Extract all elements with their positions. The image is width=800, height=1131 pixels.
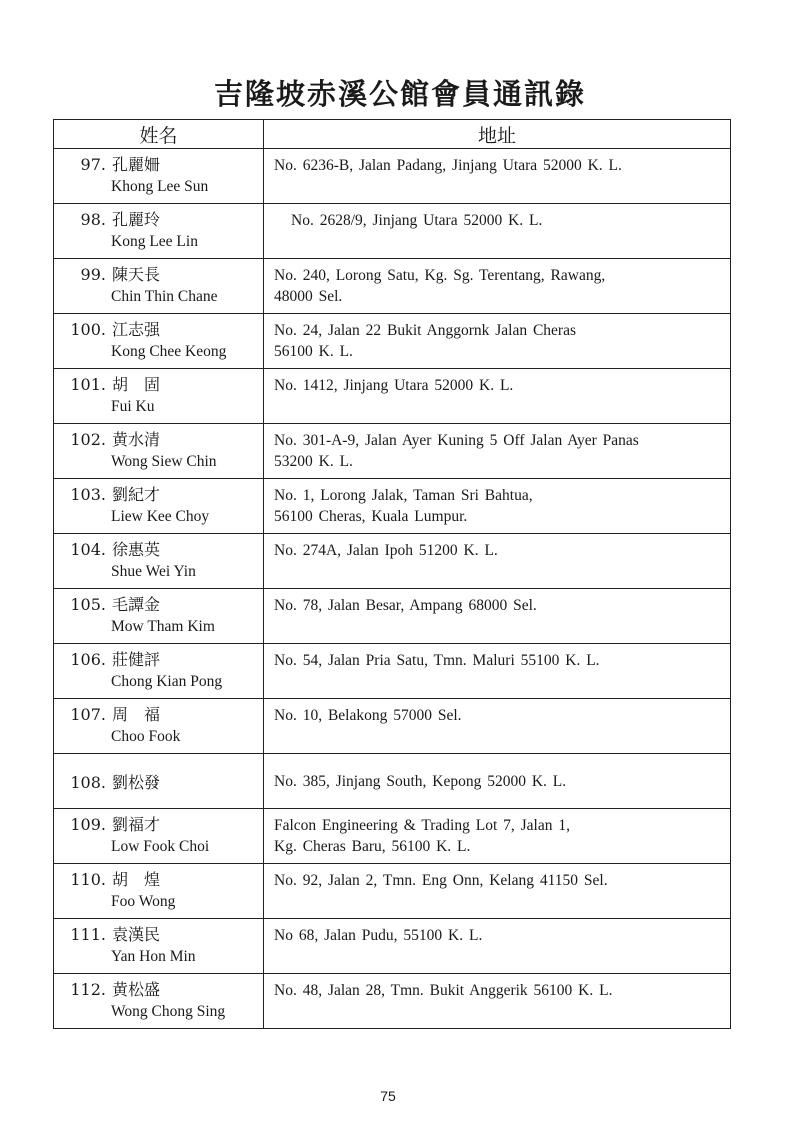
member-address-line: No. 92, Jalan 2, Tmn. Eng Onn, Kelang 41150 Sel. bbox=[274, 872, 608, 889]
member-chinese-name: 周 福 bbox=[112, 705, 161, 724]
member-chinese-name: 劉紀才 bbox=[112, 485, 161, 504]
member-address-line: 53200 K. L. bbox=[274, 453, 353, 470]
table-row bbox=[54, 589, 731, 644]
member-address-cell bbox=[264, 314, 731, 369]
member-chinese-name: 黄松盛 bbox=[112, 980, 161, 999]
member-address-cell bbox=[264, 699, 731, 754]
member-rows bbox=[54, 149, 731, 1029]
member-name-cell bbox=[54, 974, 264, 1029]
member-address-cell bbox=[264, 644, 731, 699]
member-address-cell bbox=[264, 864, 731, 919]
table-row bbox=[54, 149, 731, 204]
member-number: 109. bbox=[70, 815, 106, 834]
member-chinese-name: 劉松發 bbox=[112, 773, 161, 792]
member-english-name: Wong Chong Sing bbox=[111, 1003, 226, 1020]
member-address-cell bbox=[264, 809, 731, 864]
member-address-cell bbox=[264, 369, 731, 424]
member-number: 108. bbox=[70, 773, 106, 792]
member-address-cell bbox=[264, 479, 731, 534]
member-name-cell bbox=[54, 699, 264, 754]
member-name-cell bbox=[54, 424, 264, 479]
table-row bbox=[54, 864, 731, 919]
member-english-name: Liew Kee Choy bbox=[111, 508, 210, 525]
member-english-name: Foo Wong bbox=[111, 893, 176, 910]
member-name-cell bbox=[54, 314, 264, 369]
member-address-line: No. 78, Jalan Besar, Ampang 68000 Sel. bbox=[274, 597, 537, 614]
member-number: 107. bbox=[70, 705, 106, 724]
member-address-line: No. 48, Jalan 28, Tmn. Bukit Anggerik 56100 K. L. bbox=[274, 982, 613, 999]
member-number: 112. bbox=[70, 980, 106, 999]
member-address-cell bbox=[264, 974, 731, 1029]
member-english-name: Wong Siew Chin bbox=[111, 453, 217, 470]
member-number: 97. bbox=[80, 155, 106, 174]
member-address-line: Kg. Cheras Baru, 56100 K. L. bbox=[274, 838, 471, 855]
table-row bbox=[54, 754, 731, 809]
member-chinese-name: 黄水清 bbox=[112, 430, 161, 449]
member-name-cell bbox=[54, 479, 264, 534]
member-address-line: No. 10, Belakong 57000 Sel. bbox=[274, 707, 462, 724]
member-name-cell bbox=[54, 864, 264, 919]
member-number: 101. bbox=[70, 375, 106, 394]
member-number: 106. bbox=[70, 650, 106, 669]
member-chinese-name: 江志强 bbox=[112, 320, 161, 339]
table-row bbox=[54, 644, 731, 699]
member-english-name: Kong Lee Lin bbox=[111, 233, 198, 250]
member-chinese-name: 徐惠英 bbox=[112, 540, 161, 559]
member-address-line: No 68, Jalan Pudu, 55100 K. L. bbox=[274, 927, 483, 944]
member-address-cell bbox=[264, 204, 731, 259]
member-address-cell bbox=[264, 754, 731, 809]
member-name-cell bbox=[54, 589, 264, 644]
member-chinese-name: 劉福才 bbox=[112, 815, 161, 834]
member-address-line: No. 6236-B, Jalan Padang, Jinjang Utara 52000 K. L. bbox=[274, 157, 622, 174]
member-number: 102. bbox=[70, 430, 106, 449]
table-header-row bbox=[54, 120, 731, 149]
member-address-line: Falcon Engineering & Trading Lot 7, Jalan 1, bbox=[274, 817, 570, 834]
member-name-cell bbox=[54, 754, 264, 809]
member-english-name: Khong Lee Sun bbox=[111, 178, 209, 195]
member-number: 110. bbox=[70, 870, 106, 889]
member-chinese-name: 孔麗玲 bbox=[112, 210, 161, 229]
member-english-name: Mow Tham Kim bbox=[111, 618, 215, 635]
member-english-name: Fui Ku bbox=[111, 398, 155, 415]
member-address-cell bbox=[264, 534, 731, 589]
member-english-name: Kong Chee Keong bbox=[111, 343, 227, 360]
member-address-line: No. 385, Jinjang South, Kepong 52000 K. L. bbox=[274, 772, 567, 790]
page-number: 75 bbox=[380, 1088, 396, 1104]
member-address-line: No. 54, Jalan Pria Satu, Tmn. Maluri 55100 K. L. bbox=[274, 652, 600, 669]
member-name-cell bbox=[54, 809, 264, 864]
table-row bbox=[54, 974, 731, 1029]
member-number: 111. bbox=[70, 925, 106, 944]
table-row bbox=[54, 534, 731, 589]
table-row bbox=[54, 809, 731, 864]
member-english-name: Shue Wei Yin bbox=[111, 563, 196, 580]
member-number: 100. bbox=[70, 320, 106, 339]
member-address-line: No. 1412, Jinjang Utara 52000 K. L. bbox=[274, 377, 514, 394]
member-name-cell bbox=[54, 919, 264, 974]
member-english-name: Low Fook Choi bbox=[111, 838, 210, 855]
table-row bbox=[54, 699, 731, 754]
name-column-header: 姓名 bbox=[54, 120, 264, 149]
address-column-header: 地址 bbox=[264, 120, 731, 149]
member-name-cell bbox=[54, 644, 264, 699]
member-english-name: Choo Fook bbox=[111, 728, 181, 745]
member-name-cell bbox=[54, 369, 264, 424]
member-chinese-name: 孔麗姍 bbox=[112, 155, 161, 174]
table-row bbox=[54, 259, 731, 314]
member-address-line: 56100 K. L. bbox=[274, 343, 353, 360]
member-english-name: Chin Thin Chane bbox=[111, 288, 218, 305]
member-chinese-name: 胡 煌 bbox=[112, 870, 161, 889]
member-name-cell bbox=[54, 259, 264, 314]
table-row bbox=[54, 479, 731, 534]
member-english-name: Yan Hon Min bbox=[111, 948, 196, 965]
member-address-cell bbox=[264, 589, 731, 644]
member-directory-table bbox=[53, 119, 731, 1029]
table-row bbox=[54, 369, 731, 424]
member-address-cell bbox=[264, 919, 731, 974]
member-address-line: No. 240, Lorong Satu, Kg. Sg. Terentang, Rawang, bbox=[274, 267, 606, 284]
member-address-cell bbox=[264, 149, 731, 204]
table-row bbox=[54, 424, 731, 479]
table-row bbox=[54, 919, 731, 974]
member-chinese-name: 毛譚金 bbox=[112, 595, 161, 614]
member-number: 104. bbox=[70, 540, 106, 559]
member-number: 103. bbox=[70, 485, 106, 504]
member-number: 98. bbox=[80, 210, 106, 229]
table-row bbox=[54, 314, 731, 369]
member-name-cell bbox=[54, 204, 264, 259]
member-chinese-name: 胡 固 bbox=[112, 375, 161, 394]
member-number: 99. bbox=[80, 265, 106, 284]
member-address-cell bbox=[264, 424, 731, 479]
member-chinese-name: 陳天長 bbox=[112, 265, 161, 284]
member-address-line: No. 2628/9, Jinjang Utara 52000 K. L. bbox=[291, 212, 543, 229]
member-chinese-name: 袁漢民 bbox=[112, 925, 161, 944]
member-address-cell bbox=[264, 259, 731, 314]
member-name-cell bbox=[54, 149, 264, 204]
member-name-cell bbox=[54, 534, 264, 589]
table-row bbox=[54, 204, 731, 259]
member-english-name: Chong Kian Pong bbox=[111, 673, 223, 690]
member-address-line: No. 274A, Jalan Ipoh 51200 K. L. bbox=[274, 542, 498, 559]
page-title: 吉隆坡赤溪公館會員通訊錄 bbox=[213, 77, 586, 111]
member-address-line: No. 1, Lorong Jalak, Taman Sri Bahtua, bbox=[274, 487, 533, 504]
member-address-line: 56100 Cheras, Kuala Lumpur. bbox=[274, 508, 468, 525]
member-address-line: No. 24, Jalan 22 Bukit Anggornk Jalan Cheras bbox=[274, 322, 577, 339]
member-chinese-name: 莊健評 bbox=[112, 650, 161, 669]
member-address-line: 48000 Sel. bbox=[274, 288, 343, 305]
member-address-line: No. 301-A-9, Jalan Ayer Kuning 5 Off Jalan Ayer Panas bbox=[274, 432, 639, 449]
member-number: 105. bbox=[70, 595, 106, 614]
